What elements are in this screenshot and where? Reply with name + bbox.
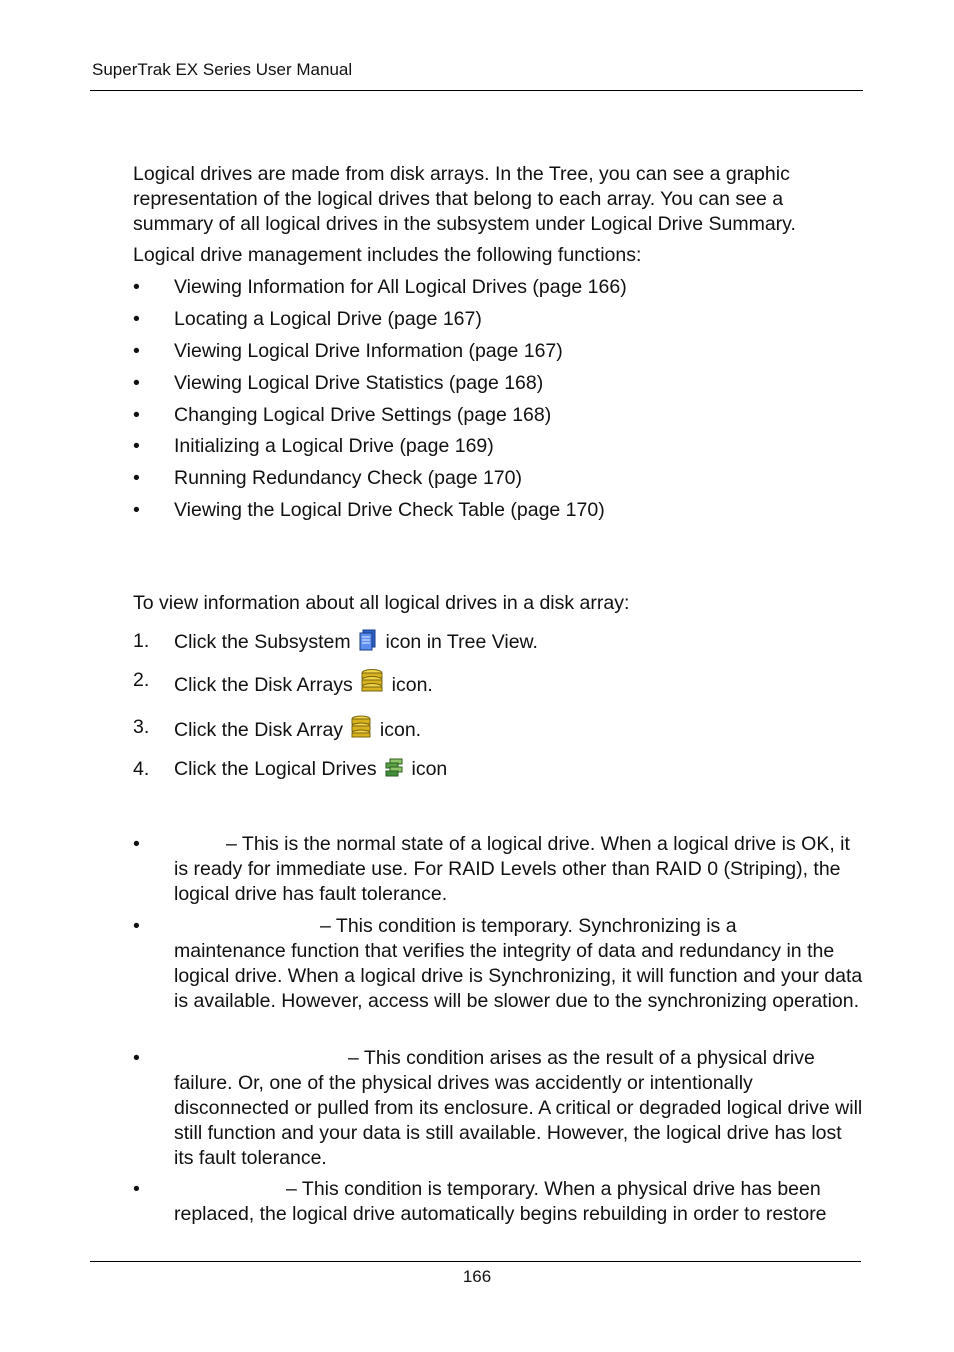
- bullet: •: [133, 1047, 140, 1069]
- bullet: •: [133, 340, 140, 362]
- state-text: [174, 832, 863, 907]
- step-text: icon.: [379, 719, 422, 741]
- function-link[interactable]: Viewing Logical Drive Statistics (page 168): [174, 372, 544, 394]
- state-description: maintenance function that verifies the integrity of data and redundancy in the logical drive. When a logical drive is Synchronizing, it will function and your data is available. However, access will be slower due to the synchronizing operation.: [174, 940, 863, 1012]
- step-text: Click the Subsystem: [174, 631, 351, 653]
- subsystem-icon: [358, 629, 378, 658]
- function-link[interactable]: Initializing a Logical Drive (page 169): [174, 435, 494, 457]
- step-text: Click the Disk Array: [174, 719, 344, 741]
- state-first-line: – This condition is temporary. When a physical drive has been: [286, 1178, 821, 1200]
- bullet: •: [133, 833, 140, 855]
- step-text: Click the Disk Arrays: [174, 674, 353, 696]
- function-link[interactable]: Viewing Logical Drive Information (page 167): [174, 340, 563, 362]
- view-all-lead: To view information about all logical drives in a disk array:: [133, 592, 630, 614]
- logical-drives-icon: [384, 758, 404, 785]
- state-text: [174, 1177, 863, 1227]
- state-description: failure. Or, one of the physical drives was accidently or intentionally disconnected or pulled from its enclosure. A critical or degraded logical drive will still function and your data is still available. However, the logical drive has lost its fault tolerance.: [174, 1072, 863, 1169]
- step-number: 2.: [133, 669, 150, 691]
- function-link[interactable]: Running Redundancy Check (page 170): [174, 467, 522, 489]
- functions-lead: Logical drive management includes the following functions:: [133, 244, 642, 266]
- step-number: 3.: [133, 716, 150, 738]
- state-text: [174, 1046, 863, 1171]
- function-link[interactable]: Locating a Logical Drive (page 167): [174, 308, 482, 330]
- running-header: SuperTrak EX Series User Manual: [92, 60, 353, 79]
- bullet: •: [133, 915, 140, 937]
- bullet: •: [133, 435, 140, 457]
- state-text: [174, 914, 863, 1014]
- step-text: icon in Tree View.: [385, 631, 538, 653]
- intro-paragraph: Logical drives are made from disk arrays. In the Tree, you can see a graphic representation of the logical drives that belong to each array. You can see a summary of all logical drives in the subsystem under Logical Drive Summary.: [133, 163, 796, 235]
- function-link[interactable]: Changing Logical Drive Settings (page 168): [174, 404, 552, 426]
- state-description: is ready for immediate use. For RAID Levels other than RAID 0 (Striping), the logical drive has fault tolerance.: [174, 858, 841, 905]
- bullet: •: [133, 499, 140, 521]
- footer-rule: [90, 1261, 861, 1262]
- step-text: icon: [411, 758, 448, 780]
- bullet: •: [133, 308, 140, 330]
- function-link[interactable]: Viewing the Logical Drive Check Table (page 170): [174, 499, 605, 521]
- bullet: •: [133, 467, 140, 489]
- page-number: 166: [462, 1267, 492, 1286]
- step-text: Click the Logical Drives: [174, 758, 377, 780]
- state-first-line: – This is the normal state of a logical drive. When a logical drive is OK, it: [226, 833, 850, 855]
- bullet: •: [133, 404, 140, 426]
- state-first-line: – This condition is temporary. Synchronizing is a: [320, 915, 737, 937]
- step-number: 4.: [133, 758, 150, 780]
- bullet: •: [133, 1178, 140, 1200]
- header-rule: [90, 90, 863, 91]
- step-text: icon.: [391, 674, 433, 696]
- disk-array-icon: [350, 715, 372, 746]
- disk-arrays-icon: [360, 668, 384, 701]
- bullet: •: [133, 372, 140, 394]
- bullet: •: [133, 276, 140, 298]
- step-number: 1.: [133, 630, 150, 652]
- state-description: replaced, the logical drive automatically begins rebuilding in order to restore: [174, 1203, 827, 1225]
- function-link[interactable]: Viewing Information for All Logical Drives (page 166): [174, 276, 627, 298]
- state-first-line: – This condition arises as the result of a physical drive: [348, 1047, 815, 1069]
